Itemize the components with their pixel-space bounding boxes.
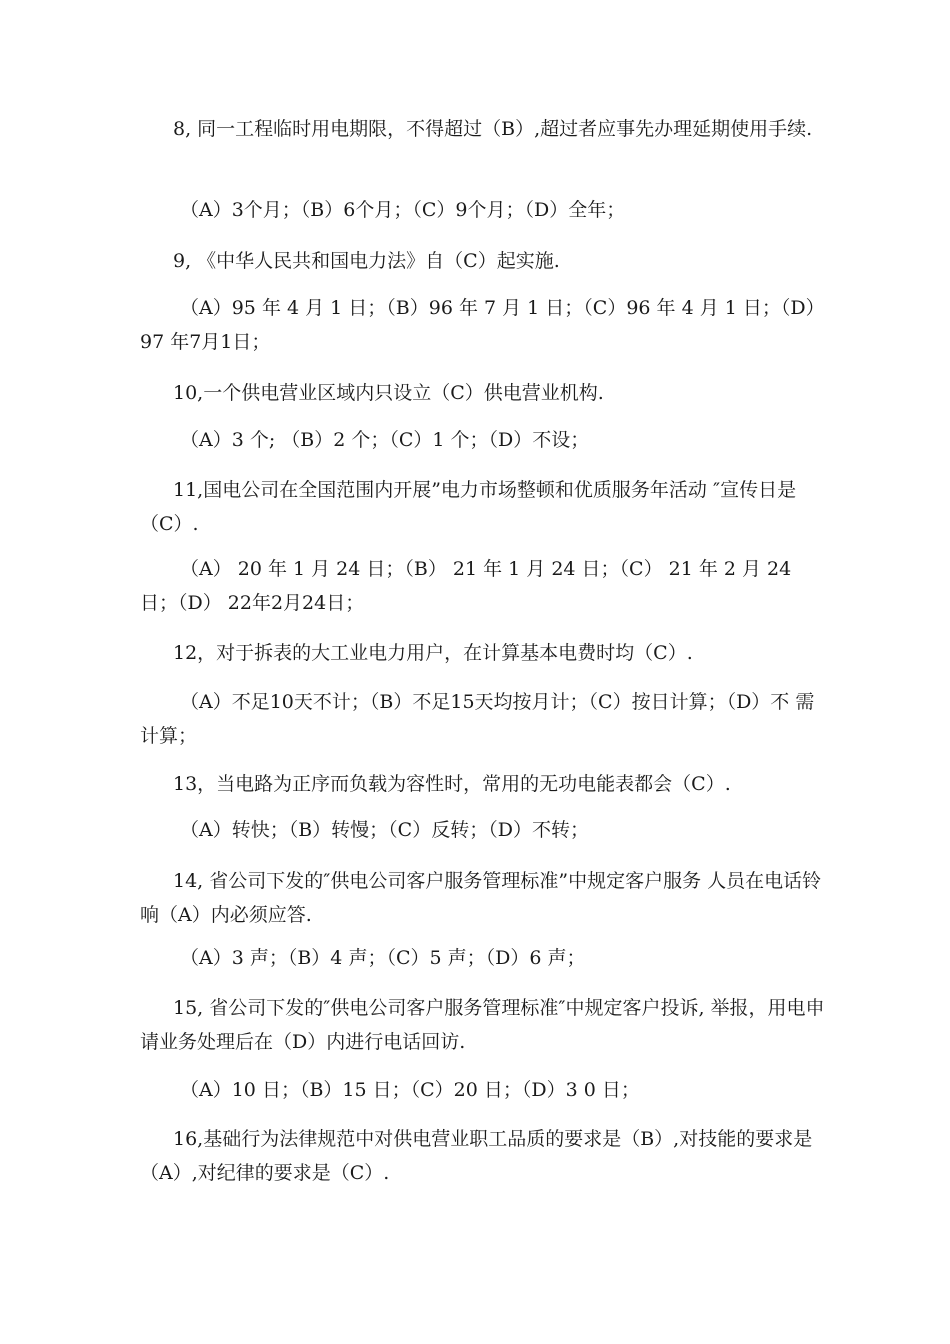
options-8: （A）3个月；（B）6个月；（C）9个月；（D）全年； <box>180 199 626 221</box>
options-9: （A）95 年 4 月 1 日；（B）96 年 7 月 1 日；（C）96 年 4 月 1 日；（D）97 年7月1日； <box>140 297 825 353</box>
options-15: （A）10 日；（B）15 日；（C）20 日；（D）3 0 日； <box>180 1079 640 1101</box>
options-10: （A）3 个; （B）2 个；（C）1 个；（D）不设； <box>180 429 590 451</box>
options-12: （A）不足10天不计；（B）不足15天均按月计；（C）按日计算；（D）不 需计算； <box>140 691 815 747</box>
question-15: 15, 省公司下发的″供电公司客户服务管理标准″中规定客户投诉, 举报，用电申请业务处理后在（D）内进行电话回访. <box>140 997 825 1053</box>
question-9: 9, 《中华人民共和国电力法》自（C）起实施. <box>173 250 560 272</box>
question-8: 8, 同一工程临时用电期限，不得超过（B）,超过者应事先办理延期使用手续. <box>173 118 813 140</box>
question-11: 11,国电公司在全国范围内开展”电力市场整顿和优质服务年活动 ″宣传日是（C）. <box>140 479 797 535</box>
question-12: 12，对于拆表的大工业电力用户，在计算基本电费时均（C）. <box>173 642 693 664</box>
options-14: （A）3 声；（B）4 声；（C）5 声；（D）6 声； <box>180 947 586 969</box>
question-13: 13，当电路为正序而负载为容性时，常用的无功电能表都会（C）. <box>173 773 731 795</box>
question-14: 14, 省公司下发的″供电公司客户服务管理标准”中规定客户服务 人员在电话铃响（A）内必须应答. <box>140 870 822 926</box>
question-16: 16,基础行为法律规范中对供电营业职工品质的要求是（B）,对技能的要求是（A）,对纪律的要求是（C）. <box>140 1128 813 1184</box>
options-11: （A） 20 年 1 月 24 日；（B） 21 年 1 月 24 日；（C） 21 年 2 月 24 日；（D） 22年2月24日； <box>140 558 792 614</box>
options-13: （A）转快；（B）转慢；（C）反转；（D）不转； <box>180 819 589 841</box>
question-10: 10,一个供电营业区域内只设立（C）供电营业机构. <box>173 382 604 404</box>
